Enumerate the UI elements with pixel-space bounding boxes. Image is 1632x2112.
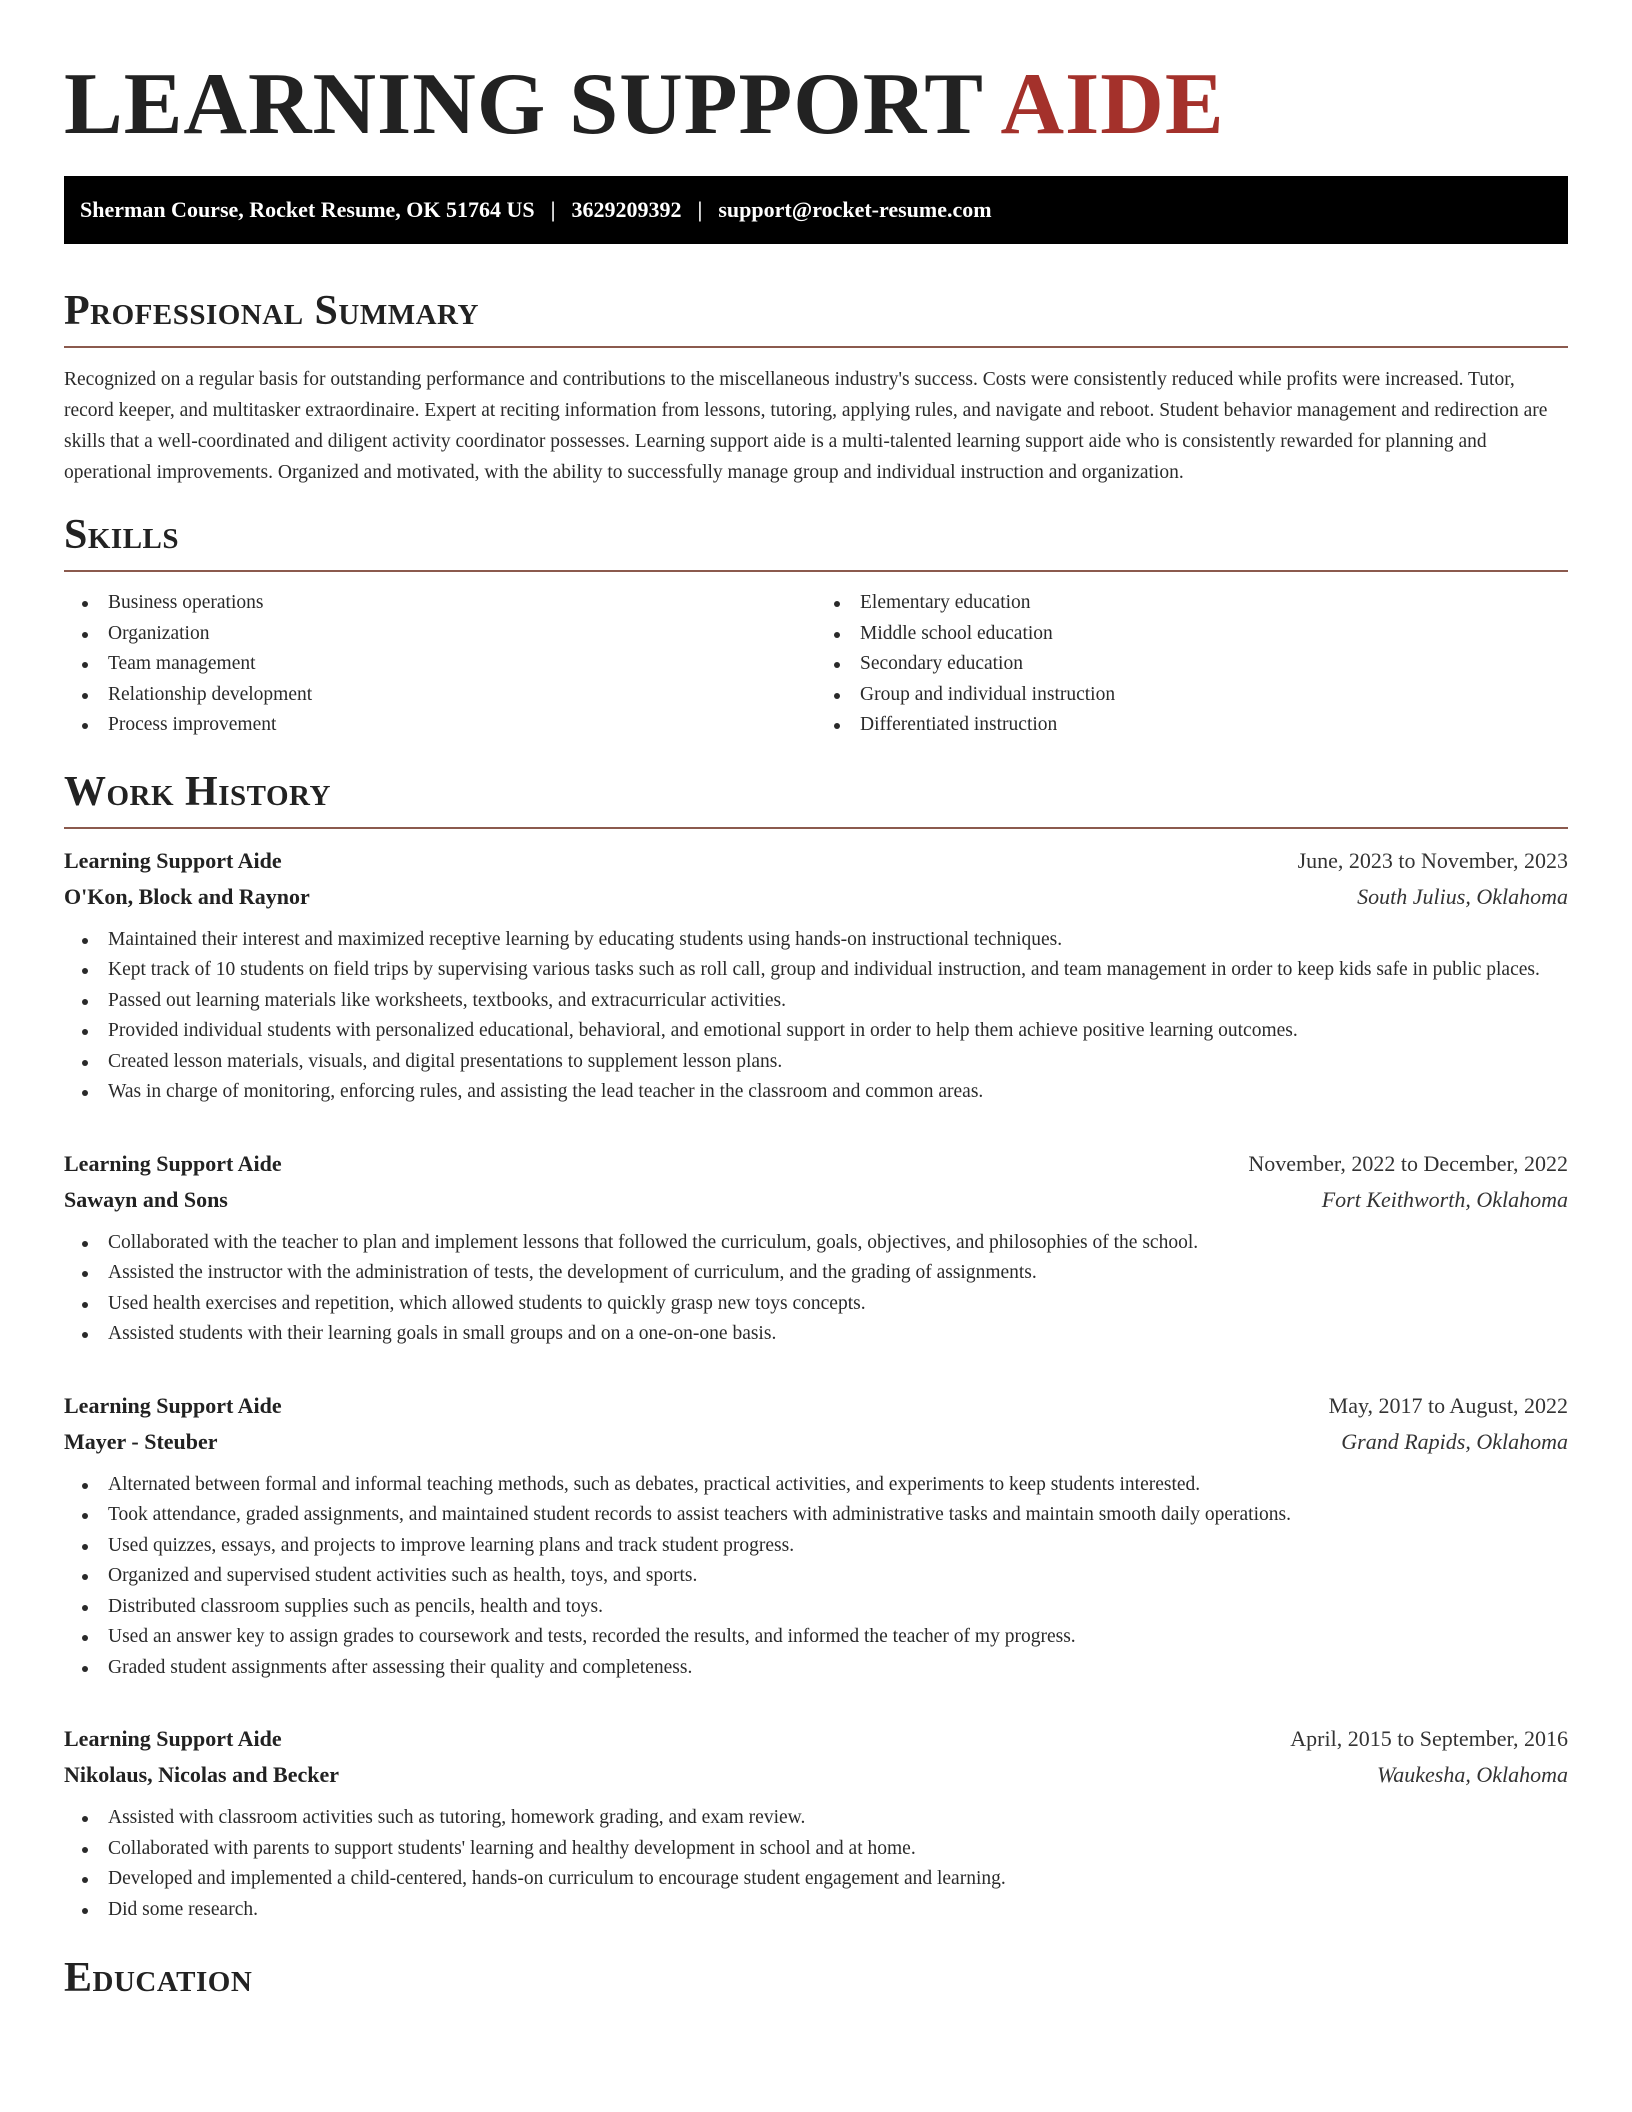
job-dates: April, 2015 to September, 2016 (1290, 1726, 1568, 1751)
skill-item: Differentiated instruction (860, 710, 1568, 741)
resume-name (64, 55, 1568, 155)
job-company: Sawayn and Sons (64, 1186, 228, 1212)
job-location: Fort Keithworth, Oklahoma (1321, 1186, 1568, 1212)
job-bullet: Assisted students with their learning goals in small groups and on a one-on-one basis. (108, 1319, 1568, 1350)
job-bullet: Graded student assignments after assessing their quality and completeness. (108, 1653, 1568, 1684)
name-main: LEARNING SUPPORT (64, 56, 983, 153)
skill-item: Team management (108, 649, 816, 680)
skill-item: Secondary education (860, 649, 1568, 680)
job-entry (64, 1146, 1568, 1350)
summary-heading: Professional Summary (64, 286, 1568, 348)
summary-text: Recognized on a regular basis for outstanding performance and contributions to the miscellaneous industry's success. Costs were consistently reduced while profits were increased. Tutor, record keeper, and multitasker extraordinaire. Expert at reciting information from lessons, tutoring, applying rules, and navigate and reboot. Student behavior management and redirection are skills that a well-coordinated and diligent activity coordinator possesses. Learning support aide is a multi-talented learning support aide who is consistently rewarded for planning and operational improvements. Organized and motivated, with the ability to successfully manage group and individual instruction and organization. (64, 369, 1548, 483)
contact-separator: | (697, 197, 703, 222)
skills-list (64, 588, 1568, 741)
name-accent: AIDE (1000, 56, 1225, 153)
job-bullets (64, 1470, 1568, 1684)
skill-item: Business operations (108, 588, 816, 619)
job-bullet: Passed out learning materials like worksheets, textbooks, and extracurricular activities. (108, 986, 1568, 1017)
skill-item: Group and individual instruction (860, 680, 1568, 711)
skills-column-left (64, 588, 816, 741)
job-bullet: Maintained their interest and maximized receptive learning by educating students using hands-on instructional techniques. (108, 925, 1568, 956)
skills-column-right (816, 588, 1568, 741)
skill-item: Process improvement (108, 710, 816, 741)
job-dates: May, 2017 to August, 2022 (1328, 1392, 1568, 1418)
job-title: Learning Support Aide (64, 847, 282, 873)
job-bullet: Created lesson materials, visuals, and digital presentations to supplement lesson plans. (108, 1047, 1568, 1078)
job-title: Learning Support Aide (64, 1392, 282, 1418)
job-location: Waukesha, Oklahoma (1376, 1762, 1568, 1787)
contact-bar (64, 176, 1568, 244)
contact-address: Sherman Course, Rocket Resume, OK 51764 US (80, 197, 535, 222)
skill-item: Organization (108, 619, 816, 650)
skills-heading: Skills (64, 510, 1568, 572)
job-bullet: Alternated between formal and informal teaching methods, such as debates, practical activities, and experiments to keep students interested. (108, 1470, 1568, 1501)
job-dates: November, 2022 to December, 2022 (1248, 1150, 1568, 1176)
job-bullet: Was in charge of monitoring, enforcing rules, and assisting the lead teacher in the classroom and common areas. (108, 1077, 1568, 1108)
job-bullet: Assisted the instructor with the administration of tests, the development of curriculum, and the grading of assignments. (108, 1258, 1568, 1289)
job-bullet: Did some research. (108, 1895, 1568, 1926)
job-bullet: Developed and implemented a child-centered, hands-on curriculum to encourage student engagement and learning. (108, 1864, 1568, 1895)
contact-email: support@rocket-resume.com (718, 197, 992, 222)
contact-separator: | (550, 197, 556, 222)
work-history-heading: Work History (64, 767, 1568, 829)
job-bullets (64, 1228, 1568, 1350)
job-bullet: Provided individual students with personalized educational, behavioral, and emotional support in order to help them achieve positive learning outcomes. (108, 1016, 1568, 1047)
job-dates: June, 2023 to November, 2023 (1297, 847, 1568, 873)
job-company: O'Kon, Block and Raynor (64, 883, 310, 909)
job-bullet: Took attendance, graded assignments, and maintained student records to assist teachers with administrative tasks and maintain smooth daily operations. (108, 1500, 1568, 1531)
job-bullet: Kept track of 10 students on field trips by supervising various tasks such as roll call, group and individual instruction, and team management in order to keep kids safe in public places. (108, 955, 1568, 986)
skill-item: Relationship development (108, 680, 816, 711)
job-entry (64, 1388, 1568, 1684)
education-heading: Education (64, 1955, 253, 2001)
job-bullet: Distributed classroom supplies such as pencils, health and toys. (108, 1592, 1568, 1623)
job-bullet: Used health exercises and repetition, which allowed students to quickly grasp new toys concepts. (108, 1289, 1568, 1320)
job-company: Mayer - Steuber (64, 1428, 218, 1454)
job-location: South Julius, Oklahoma (1357, 883, 1568, 909)
job-bullet: Collaborated with the teacher to plan and implement lessons that followed the curriculum, goals, objectives, and philosophies of the school. (108, 1228, 1568, 1259)
job-title: Learning Support Aide (64, 1726, 282, 1751)
job-location: Grand Rapids, Oklahoma (1341, 1428, 1568, 1454)
job-bullets (64, 1803, 1568, 1925)
job-bullets (64, 925, 1568, 1108)
job-bullet: Used quizzes, essays, and projects to improve learning plans and track student progress. (108, 1531, 1568, 1562)
skill-item: Middle school education (860, 619, 1568, 650)
job-bullet: Assisted with classroom activities such as tutoring, homework grading, and exam review. (108, 1803, 1568, 1834)
skill-item: Elementary education (860, 588, 1568, 619)
job-entry (64, 843, 1568, 1108)
job-bullet: Used an answer key to assign grades to coursework and tests, recorded the results, and informed the teacher of my progress. (108, 1622, 1568, 1653)
contact-phone: 3629209392 (571, 197, 682, 222)
job-title: Learning Support Aide (64, 1150, 282, 1176)
job-bullet: Collaborated with parents to support students' learning and healthy development in school and at home. (108, 1834, 1568, 1865)
job-bullet: Organized and supervised student activities such as health, toys, and sports. (108, 1561, 1568, 1592)
job-entry (64, 1721, 1568, 1925)
job-company: Nikolaus, Nicolas and Becker (64, 1762, 340, 1787)
